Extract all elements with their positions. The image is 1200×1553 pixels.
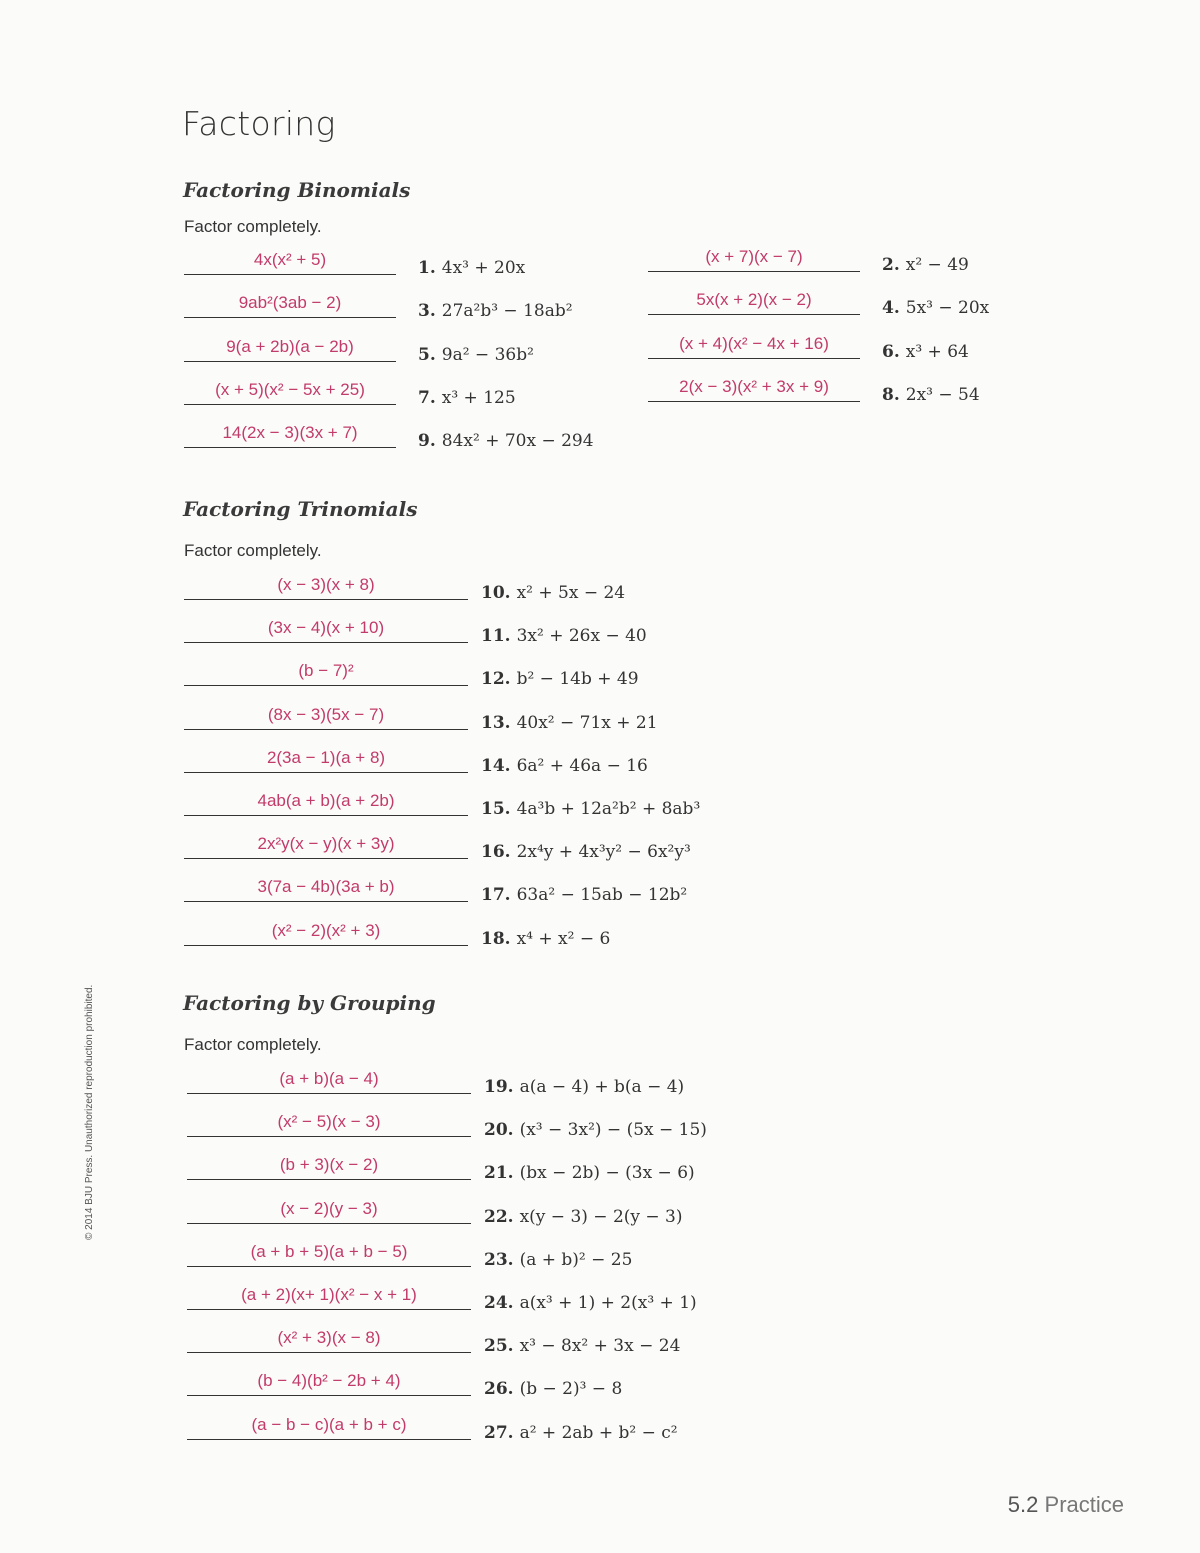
problem-text: 40x² − 71x + 21 <box>516 712 658 733</box>
problem-number: 14. <box>481 755 511 776</box>
problem-text: x³ − 8x² + 3x − 24 <box>519 1336 681 1357</box>
section-title-grouping: Factoring by Grouping <box>183 991 436 1015</box>
problem-expression <box>418 301 573 321</box>
answer-blank[interactable]: (b − 7)² <box>184 661 468 686</box>
problem-text: 4x³ + 20x <box>441 258 526 278</box>
instruction-grouping: Factor completely. <box>184 1035 322 1054</box>
problem-expression <box>481 885 687 905</box>
instruction-binomials: Factor completely. <box>184 217 322 236</box>
problem-expression <box>481 583 625 603</box>
problem-text: 2x⁴y + 4x³y² − 6x²y³ <box>516 842 691 863</box>
answer-blank[interactable]: (b − 4)(b² − 2b + 4) <box>187 1371 471 1396</box>
page-footer <box>1008 1492 1124 1518</box>
exercise-row <box>184 748 841 786</box>
problem-text: 5x³ − 20x <box>905 298 990 319</box>
problem-number: 8. <box>882 384 900 405</box>
problem-number: 12. <box>481 669 511 690</box>
answer-blank[interactable]: (3x − 4)(x + 10) <box>184 618 468 643</box>
problem-number: 1. <box>418 258 436 278</box>
section-title-binomials: Factoring Binomials <box>183 178 411 202</box>
footer-label: Practice <box>1044 1492 1124 1517</box>
problem-text: a(x³ + 1) + 2(x³ + 1) <box>519 1293 697 1313</box>
problem-text: 27a²b³ − 18ab² <box>441 301 573 322</box>
problem-number: 11. <box>481 626 511 647</box>
problem-expression <box>418 388 516 408</box>
problem-expression <box>484 1423 678 1443</box>
problem-text: (bx − 2b) − (3x − 6) <box>519 1163 695 1184</box>
exercise-row <box>648 290 1200 328</box>
problem-number: 19. <box>484 1077 514 1097</box>
problem-text: 2x³ − 54 <box>905 384 980 405</box>
answer-blank[interactable]: (x² − 2)(x² + 3) <box>184 921 468 946</box>
problem-text: 84x² + 70x − 294 <box>441 431 594 452</box>
answer-blank[interactable]: 3(7a − 4b)(3a + b) <box>184 877 468 902</box>
problem-expression <box>418 345 534 365</box>
problem-expression <box>484 1250 632 1270</box>
problem-expression <box>481 929 610 949</box>
problem-expression <box>481 842 691 862</box>
answer-blank[interactable]: (x + 7)(x − 7) <box>648 247 860 272</box>
problem-text: x(y − 3) − 2(y − 3) <box>519 1206 683 1227</box>
problem-text: b² − 14b + 49 <box>516 669 639 690</box>
problem-expression <box>418 258 525 278</box>
problem-number: 18. <box>481 928 511 949</box>
problem-expression <box>484 1077 684 1097</box>
problem-expression <box>481 756 648 776</box>
answer-blank[interactable]: (b + 3)(x − 2) <box>187 1155 471 1180</box>
exercise-row <box>184 921 841 959</box>
section-title-trinomials: Factoring Trinomials <box>183 497 418 521</box>
instruction-trinomials: Factor completely. <box>184 541 322 560</box>
exercise-row <box>187 1199 844 1237</box>
problem-expression <box>484 1336 680 1356</box>
exercise-row <box>184 661 841 699</box>
problem-number: 13. <box>481 712 511 733</box>
answer-blank[interactable]: 5x(x + 2)(x − 2) <box>648 290 860 315</box>
problem-text: x³ + 64 <box>905 341 969 362</box>
problem-number: 16. <box>481 842 511 863</box>
problem-number: 22. <box>484 1206 514 1227</box>
footer-section-number: 5.2 <box>1007 1492 1039 1517</box>
answer-blank[interactable]: (a + b + 5)(a + b − 5) <box>187 1242 471 1267</box>
problem-expression <box>882 342 969 362</box>
problem-number: 24. <box>484 1293 514 1313</box>
answer-blank[interactable]: (x + 5)(x² − 5x + 25) <box>184 380 396 405</box>
answer-blank[interactable]: 2(x − 3)(x² + 3x + 9) <box>648 377 860 402</box>
problem-number: 26. <box>484 1379 514 1400</box>
problem-number: 27. <box>484 1422 514 1443</box>
exercise-row <box>184 618 841 656</box>
problem-text: a² + 2ab + b² − c² <box>519 1422 678 1443</box>
problem-text: 9a² − 36b² <box>441 344 534 365</box>
exercise-row <box>184 705 841 743</box>
problem-expression <box>484 1120 707 1140</box>
exercise-row <box>648 334 1200 372</box>
problem-expression <box>882 298 989 318</box>
exercise-row <box>187 1415 844 1453</box>
page-title: Factoring <box>182 104 336 143</box>
problem-expression <box>481 799 700 819</box>
problem-text: (a + b)² − 25 <box>519 1249 633 1270</box>
problem-expression <box>882 255 969 275</box>
problem-text: (b − 2)³ − 8 <box>519 1379 623 1400</box>
problem-expression <box>418 431 594 451</box>
exercise-row <box>184 423 778 461</box>
problem-number: 23. <box>484 1249 514 1270</box>
problem-number: 21. <box>484 1163 514 1184</box>
problem-number: 4. <box>882 298 900 319</box>
exercise-row <box>187 1285 844 1323</box>
exercise-row <box>187 1371 844 1409</box>
problem-number: 3. <box>418 301 436 322</box>
answer-blank[interactable]: (x − 3)(x + 8) <box>184 575 468 600</box>
problem-expression <box>484 1163 695 1183</box>
problem-text: 63a² − 15ab − 12b² <box>516 885 688 906</box>
problem-text: x³ + 125 <box>441 387 516 408</box>
answer-blank[interactable]: 9ab²(3ab − 2) <box>184 293 396 318</box>
answer-blank[interactable]: 2(3a − 1)(a + 8) <box>184 748 468 773</box>
problem-expression <box>481 713 658 733</box>
answer-blank[interactable]: 14(2x − 3)(3x + 7) <box>184 423 396 448</box>
problem-number: 5. <box>418 344 436 365</box>
problem-number: 20. <box>484 1120 514 1141</box>
answer-blank[interactable]: (x² + 3)(x − 8) <box>187 1328 471 1353</box>
problem-text: 4a³b + 12a²b² + 8ab³ <box>516 799 701 819</box>
answer-blank[interactable]: (x² − 5)(x − 3) <box>187 1112 471 1137</box>
copyright-notice: © 2014 BJU Press. Unauthorized reproduction prohibited. <box>84 984 95 1240</box>
exercise-row <box>184 791 841 829</box>
exercise-row <box>187 1112 844 1150</box>
answer-blank[interactable]: 4ab(a + b)(a + 2b) <box>184 791 468 816</box>
problem-number: 7. <box>418 387 436 408</box>
problem-text: (x³ − 3x²) − (5x − 15) <box>519 1120 707 1141</box>
problem-number: 2. <box>882 255 900 275</box>
problem-number: 15. <box>481 799 511 819</box>
exercise-row <box>187 1069 844 1107</box>
problem-text: 3x² + 26x − 40 <box>516 626 647 647</box>
answer-blank[interactable]: 2x²y(x − y)(x + 3y) <box>184 834 468 859</box>
answer-blank[interactable]: (a − b − c)(a + b + c) <box>187 1415 471 1440</box>
exercise-row <box>648 247 1200 285</box>
problem-number: 10. <box>481 583 511 603</box>
problem-text: 6a² + 46a − 16 <box>516 755 648 776</box>
problem-number: 6. <box>882 341 900 362</box>
problem-number: 25. <box>484 1336 514 1357</box>
answer-blank[interactable]: (8x − 3)(5x − 7) <box>184 705 468 730</box>
problem-text: x² − 49 <box>905 255 969 275</box>
problem-expression <box>484 1293 697 1313</box>
exercise-row <box>187 1155 844 1193</box>
answer-blank[interactable]: (x + 4)(x² − 4x + 16) <box>648 334 860 359</box>
problem-text: x⁴ + x² − 6 <box>516 928 611 949</box>
exercise-row <box>187 1242 844 1280</box>
answer-blank[interactable]: 9(a + 2b)(a − 2b) <box>184 337 396 362</box>
exercise-row <box>187 1328 844 1366</box>
problem-expression <box>882 385 980 405</box>
exercise-row <box>184 575 841 613</box>
exercise-row <box>648 377 1200 415</box>
answer-blank[interactable]: (a + 2)(x+ 1)(x² − x + 1) <box>187 1285 471 1310</box>
exercise-row <box>184 834 841 872</box>
problem-number: 9. <box>418 431 436 452</box>
problem-expression <box>481 626 647 646</box>
problem-text: a(a − 4) + b(a − 4) <box>519 1077 685 1097</box>
problem-number: 17. <box>481 885 511 906</box>
exercise-row <box>184 877 841 915</box>
problem-expression <box>484 1207 683 1227</box>
answer-blank[interactable]: (x − 2)(y − 3) <box>187 1199 471 1224</box>
problem-expression <box>481 669 639 689</box>
problem-expression <box>484 1379 622 1399</box>
answer-blank[interactable]: (a + b)(a − 4) <box>187 1069 471 1094</box>
problem-text: x² + 5x − 24 <box>516 583 626 603</box>
answer-blank[interactable]: 4x(x² + 5) <box>184 250 396 275</box>
